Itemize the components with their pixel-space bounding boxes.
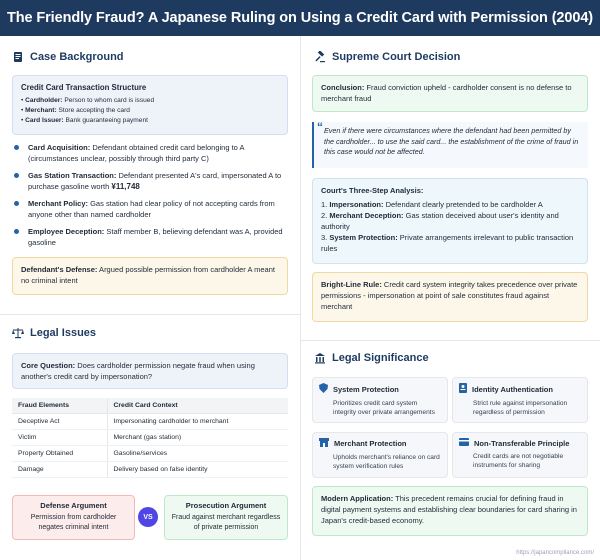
fact-item: Employee Deception: Staff member B, believing defendant was A, provided gasoline bbox=[12, 226, 288, 248]
legal-significance-heading bbox=[314, 352, 429, 364]
table-row bbox=[12, 446, 288, 462]
core-question-box: Core Question: Does cardholder permission negate fraud when using another's credit card by impersonation? bbox=[12, 353, 288, 389]
fraud-elements-table bbox=[12, 398, 288, 478]
conclusion-box: Conclusion: Fraud conviction upheld - cardholder consent is no defense to merchant fraud bbox=[312, 75, 588, 112]
fact-item: Merchant Policy: Gas station had clear policy of not accepting cards from anyone other than named cardholder bbox=[12, 198, 288, 220]
analysis-title: Court's Three-Step Analysis: bbox=[321, 186, 424, 195]
bright-line-rule-box: Bright-Line Rule: Credit card system integrity takes precedence over private permissions - impersonation at point of sale constitutes fraud against merchant bbox=[312, 272, 588, 322]
analysis-step: 2. Merchant Deception: Gas station deceived about user's identity and authority bbox=[321, 211, 559, 231]
transaction-structure-box bbox=[12, 75, 288, 135]
analysis-step: 3. System Protection: Private arrangements irrelevant to public transaction rules bbox=[321, 233, 574, 253]
significance-card: System Protection Prioritizes credit card system integrity over private arrangements bbox=[312, 377, 448, 423]
store-icon bbox=[319, 438, 329, 450]
section-title-text: Legal Issues bbox=[30, 327, 97, 339]
modern-application-box: Modern Application: This precedent remains crucial for defining fraud in digital payment systems and establishing clear boundaries for card sharing in Japan's credit-based economy. bbox=[312, 486, 588, 536]
structure-item: • Cardholder: Person to whom card is issued bbox=[21, 97, 155, 104]
significance-card: Merchant Protection Upholds merchant's reliance on card system verification rules bbox=[312, 432, 448, 478]
defense-argument-title: Defense Argument bbox=[40, 501, 107, 510]
building-icon bbox=[314, 352, 326, 364]
table-cell: Victim bbox=[12, 430, 107, 446]
table-header: Credit Card Context bbox=[107, 398, 288, 414]
legal-issues-heading bbox=[12, 327, 96, 339]
document-icon bbox=[12, 51, 24, 63]
table-cell: Property Obtained bbox=[12, 446, 107, 462]
prosecution-argument-title: Prosecution Argument bbox=[185, 501, 267, 510]
table-row bbox=[12, 430, 288, 446]
quote-text: Even if there were circumstances where the defendant had been permitted by the cardholder... to use the said card... the establishment of the crime of fraud in this case would not be affected. bbox=[324, 126, 579, 156]
case-background-heading bbox=[12, 51, 124, 63]
shield-icon bbox=[319, 383, 328, 396]
footer-url: https://japancompliance.com/ bbox=[516, 550, 594, 556]
prosecution-argument-box bbox=[164, 495, 288, 540]
page-header bbox=[0, 0, 600, 36]
table-cell: Gasoline/services bbox=[107, 446, 288, 462]
fact-item: Card Acquisition: Defendant obtained credit card belonging to A (circumstances unclear, possibly through third party C) bbox=[12, 142, 288, 164]
vs-badge: VS bbox=[138, 507, 158, 527]
court-quote bbox=[312, 122, 588, 168]
structure-title: Credit Card Transaction Structure bbox=[21, 83, 147, 92]
page-title: The Friendly Fraud? A Japanese Ruling on Using a Credit Card with Permission (2004) bbox=[6, 10, 594, 26]
table-header-row bbox=[12, 398, 288, 414]
table-header: Fraud Elements bbox=[12, 398, 107, 414]
table-row bbox=[12, 414, 288, 430]
analysis-step: 1. Impersonation: Defendant clearly pretended to be cardholder A bbox=[321, 200, 543, 209]
table-cell: Delivery based on false identity bbox=[107, 462, 288, 478]
structure-item: • Card Issuer: Bank guaranteeing payment bbox=[21, 117, 148, 124]
table-cell: Merchant (gas station) bbox=[107, 430, 288, 446]
table-cell: Impersonating cardholder to merchant bbox=[107, 414, 288, 430]
case-facts-list bbox=[12, 142, 288, 254]
divider bbox=[0, 314, 300, 315]
section-title-text: Case Background bbox=[30, 51, 124, 63]
supreme-court-heading bbox=[314, 51, 460, 63]
three-step-analysis-box bbox=[312, 178, 588, 264]
column-divider bbox=[300, 36, 301, 560]
section-title-text: Supreme Court Decision bbox=[332, 51, 461, 63]
divider bbox=[301, 340, 600, 341]
significance-card: Non-Transferable Principle Credit cards are not negotiable instruments for sharing bbox=[452, 432, 588, 478]
scales-icon bbox=[12, 327, 24, 339]
id-badge-icon bbox=[459, 383, 467, 396]
purchase-amount: ¥11,748 bbox=[111, 182, 140, 191]
defense-argument-text: Permission from cardholder negates criminal intent bbox=[30, 514, 117, 531]
table-row bbox=[12, 462, 288, 478]
prosecution-argument-text: Fraud against merchant regardless of private permission bbox=[171, 514, 281, 531]
credit-card-icon bbox=[459, 438, 469, 449]
defendant-defense-box: Defendant's Defense: Argued possible permission from cardholder A meant no criminal intent bbox=[12, 257, 288, 295]
significance-card: Identity Authentication Strict rule against impersonation regardless of permission bbox=[452, 377, 588, 423]
defense-argument-box bbox=[12, 495, 135, 540]
table-cell: Deceptive Act bbox=[12, 414, 107, 430]
section-title-text: Legal Significance bbox=[332, 352, 429, 364]
structure-item: • Merchant: Store accepting the card bbox=[21, 107, 130, 114]
quote-icon: “ bbox=[317, 120, 323, 134]
fact-item: Gas Station Transaction: Defendant presented A's card, impersonated A to purchase gasoline worth ¥11,748 bbox=[12, 170, 288, 192]
gavel-icon bbox=[314, 51, 326, 63]
table-cell: Damage bbox=[12, 462, 107, 478]
